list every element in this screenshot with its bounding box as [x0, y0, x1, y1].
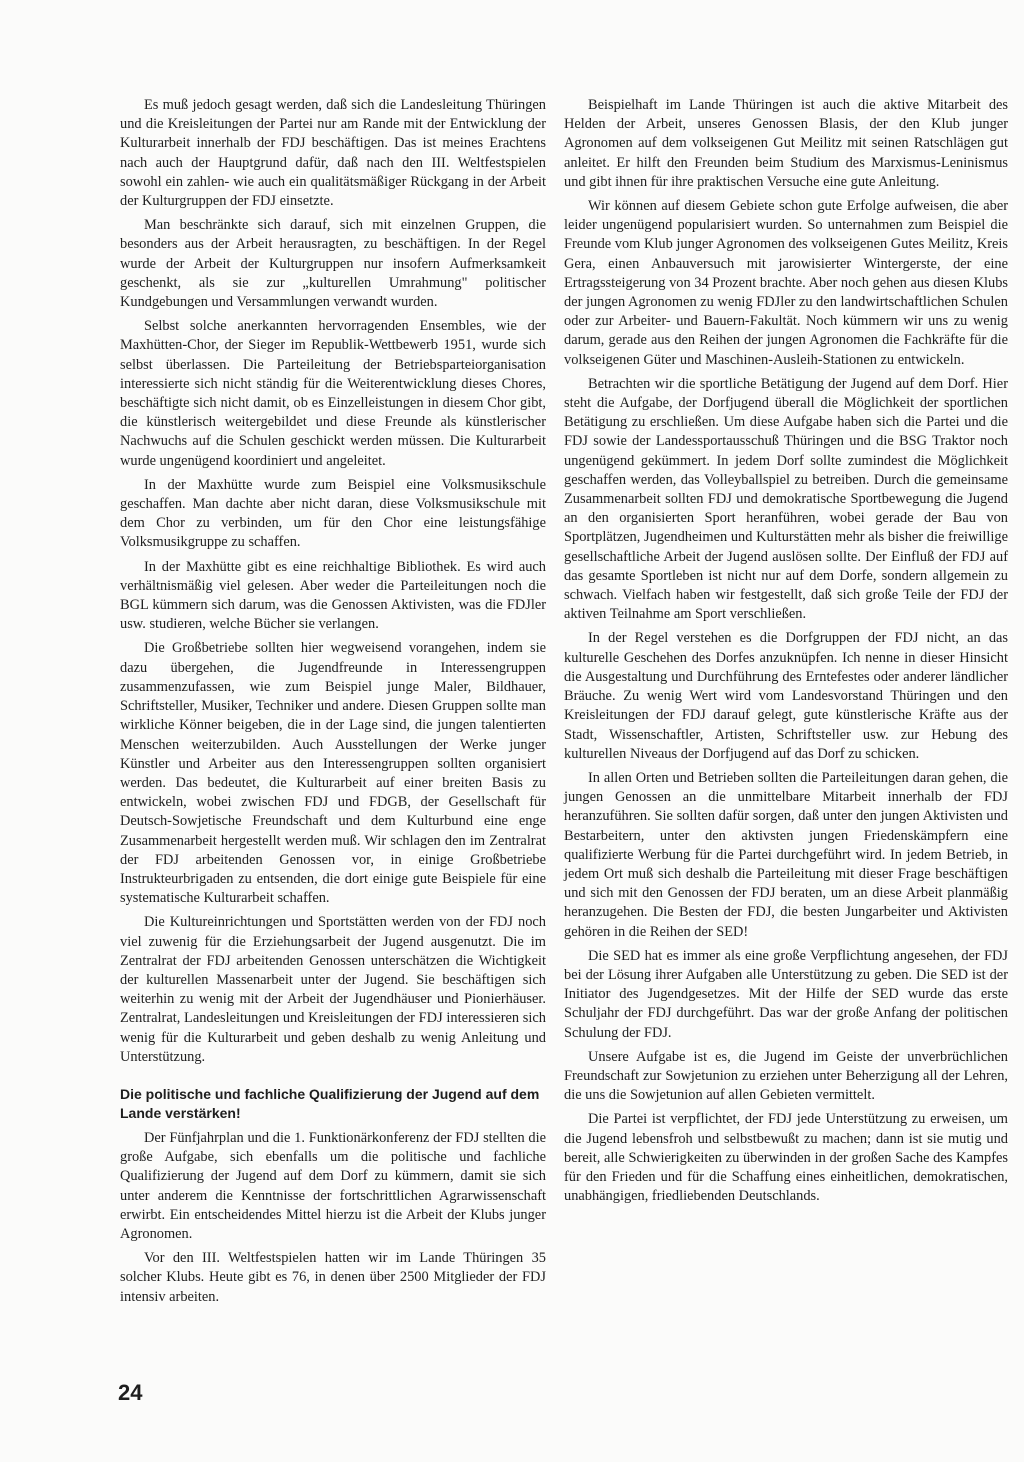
section-heading: Die politische und fachliche Qualifizierung der Jugend auf dem Lande verstärken!	[120, 1085, 540, 1121]
paragraph: In der Regel verstehen es die Dorfgruppen der FDJ nicht, an das kulturelle Geschehen des Dorfes anzuknüpfen. Ich nenne in dieser Hinsicht die Ausgestaltung und Durchführung des Erntefestes oder anderer ländlicher Bräuche. Zu wenig Wert wird vom Landesvorstand Thüringen und den Kreisleitungen der FDJ darauf gelegt, gute künstlerische Kräfte aus der Stadt, Wissenschaftler, Artisten, Schriftsteller usw. zur Hebung des kulturellen Niveaus der Dorfjugend auf das Dorf zu schicken.	[564, 630, 1008, 762]
paragraph: Der Fünfjahrplan und die 1. Funktionärkonferenz der FDJ stellten die große Aufgabe, sich ebenfalls um die politische und fachliche Qualifizierung der Jugend auf dem Dorf zu kümmern, damit sie sich unter anderem die Kenntnisse der fortschrittlichen Agrarwissenschaft erwirbt. Ein entscheidendes Mittel hierzu ist die Arbeit der Klubs junger Agronomen.	[120, 1129, 546, 1242]
paragraph: Es muß jedoch gesagt werden, daß sich die Landesleitung Thüringen und die Kreisleitungen der Partei nur am Rande mit der Entwicklung der Kulturarbeit innerhalb der FDJ beschäftigen. Das ist meines Erachtens nach auch der Hauptgrund dafür, daß nach den III. Weltfestspielen sowohl ein zahlen- wie auch ein qualitätsmäßiger Rückgang in der Arbeit der Kulturgruppen der FDJ einsetzte.	[120, 97, 546, 210]
paragraph: In der Maxhütte wurde zum Beispiel eine Volksmusikschule geschaffen. Man dachte aber nicht daran, diese Volksmusikschule mit dem Chor zu verbinden, um für den Chor eine leistungsfähige Volksmusikgruppe zu schaffen.	[120, 476, 546, 551]
paragraph: Beispielhaft im Lande Thüringen ist auch die aktive Mitarbeit des Helden der Arbeit, unseres Genossen Blasis, der den Klub junger Agronomen auf dem volkseigenen Gut Meilitz mit seinen Ratschlägen gut anleitet. Er hilft den Freunden beim Studium des Marxismus-Leninismus und gibt ihnen für ihre praktischen Versuche eine gute Anleitung.	[564, 97, 1008, 190]
paragraph: Die SED hat es immer als eine große Verpflichtung angesehen, der FDJ bei der Lösung ihrer Aufgaben alle Unterstützung zu geben. Die SED ist der Initiator des Jugendgesetzes. Mit der Hilfe der SED wurde das erste Schuljahr der FDJ durchgeführt. Das war der große Anfang der politischen Schulung der FDJ.	[564, 947, 1008, 1041]
paragraph: Wir können auf diesem Gebiete schon gute Erfolge aufweisen, die aber leider ungenügend popularisiert wurden. So unternahmen zum Beispiel die Freunde vom Klub junger Agronomen des volkseigenen Gutes Meilitz, Kreis Gera, einen Anbauversuch mit jarowisierter Wintergerste, der eine Ertragssteigerung von 34 Prozent brachte. Aber noch gehen aus diesen Klubs der jungen Agronomen zu wenig FDJler zu den landwirtschaftlichen Schulen oder zur Arbeiter- und Bauern-Fakultät. Noch kümmern wir uns zu wenig darum, gerade aus den Reihen der jungen Agronomen die Fachkräfte für die volkseigenen Güter und Maschinen-Ausleih-Stationen zu entwickeln.	[564, 198, 1008, 368]
paragraph: Die Partei ist verpflichtet, der FDJ jede Unterstützung zu erweisen, um die Jugend lebensfroh und selbstbewußt zu machen; dann ist sie mutig und bereit, alle Schwierigkeiten zu überwinden in der großen Sache des Kampfes für den Frieden und für die Schaffung eines einheitlichen, demokratischen, unabhängigen, friedliebenden Deutschlands.	[564, 1111, 1008, 1205]
paragraph: In allen Orten und Betrieben sollten die Parteileitungen daran gehen, die jungen Genossen an die unmittelbare Mitarbeit innerhalb der FDJ heranzuführen. Sie sollten dafür sorgen, daß unter den jungen Aktivisten und Bestarbeitern, unter den aktivsten jungen Friedenskämpfern eine qualifizierte Werbung für die Partei durchgeführt wird. In jedem Betrieb, in jedem Ort muß sich deshalb die Parteileitung mit dieser Frage beschäftigen und sich mit den Genossen der FDJ beraten, um an diese Arbeit planmäßig heranzugehen. Die Besten der FDJ, die besten Jungarbeiter und Aktivisten gehören in die Reihen der SED!	[564, 769, 1008, 940]
paragraph: Die Kultureinrichtungen und Sportstätten werden von der FDJ noch viel zuwenig für die Erziehungsarbeit der Jugend ausgenutzt. Die im Zentralrat der FDJ arbeitenden Genossen unterschätzen die Wichtigkeit der kulturellen Massenarbeit unter der Jugend. Sie beschäftigen sich weiterhin zu wenig mit der Arbeit der Jugendhäuser und Pionierhäuser. Zentralrat, Landesleitungen und Kreisleitungen der FDJ interessieren sich wenig für die Kulturarbeit und geben deshalb zu wenig Anleitung und Unterstützung.	[120, 914, 546, 1065]
page-number: 24	[118, 1380, 143, 1405]
paragraph: Vor den III. Weltfestspielen hatten wir im Lande Thüringen 35 solcher Klubs. Heute gibt es 76, in denen über 2500 Mitglieder der FDJ intensiv arbeiten.	[120, 1250, 546, 1305]
paragraph: Selbst solche anerkannten hervorragenden Ensembles, wie der Maxhütten-Chor, der Sieger im Republik-Wettbewerb 1951, wurde sich selbst überlassen. Die Parteileitung der Betriebsparteiorganisation interessierte sich nicht ständig für die Weiterentwicklung dieses Chores, beschäftigte sich nicht damit, ob es Einzelleistungen in diesem Chor gibt, die künstlerisch weitergebildet und diese Freunde als künstlerischer Nachwuchs auf die Schulen geschickt werden müssen. Die Kulturarbeit wurde ungenügend koordiniert und angeleitet.	[120, 318, 546, 469]
paragraph: Betrachten wir die sportliche Betätigung der Jugend auf dem Dorf. Hier steht die Aufgabe, der Dorfjugend überall die Möglichkeit der sportlichen Betätigung zu erschließen. Um diese Aufgabe haben sich die Partei und die FDJ sowie der Landessportausschuß Thüringen und die BSG Traktor noch ungenügend gekümmert. In jedem Dorf sollte zumindest die Möglichkeit geschaffen werden, das Volleyballspiel zu betreiben. Durch die gemeinsame Zusammenarbeit sollten FDJ und demokratische Sportbewegung die Jugend an den organisierten Sport heranführen, wobei gerade der Bau von Sportplätzen, Jugendheimen und Kulturstätten mehr als bisher die freiwillige gesellschaftliche Arbeit der Jugend auslösen sollte. Der Einfluß der FDJ auf das gesamte Sportleben ist nicht nur auf dem Dorfe, sondern allgemein zu schwach. Vielfach haben wir festgestellt, daß sich große Teile der FDJ der aktiven Teilnahme am Sport verschließen.	[564, 375, 1008, 623]
left-column	[120, 96, 546, 1312]
paragraph: In der Maxhütte gibt es eine reichhaltige Bibliothek. Es wird auch verhältnismäßig viel gelesen. Aber weder die Parteileitungen noch die BGL kümmern sich darum, was die Genossen Aktivisten, was die FDJler usw. studieren, welche Bücher sie verlangen.	[120, 558, 546, 633]
paragraph: Unsere Aufgabe ist es, die Jugend im Geiste der unverbrüchlichen Freundschaft zur Sowjetunion zu erziehen unter Beherzigung all der Lehren, die uns die Sowjetunion auf allen Gebieten vermittelt.	[564, 1048, 1008, 1104]
paragraph: Die Großbetriebe sollten hier wegweisend vorangehen, indem sie dazu übergehen, die Jugendfreunde in Interessengruppen zusammenzufassen, wie zum Beispiel junge Maler, Bildhauer, Schriftsteller, Musiker, Techniker und andere. Diesen Gruppen sollte man wirkliche Könner beigeben, die in der Lage sind, die jungen talentierten Menschen weiterzubilden. Auch Ausstellungen der Werke junger Künstler und Arbeiter aus den Interessengruppen sollten organisiert werden. Das bedeutet, die Kulturarbeit auf einer breiten Basis zu entwickeln, wobei zwischen FDJ und FDGB, der Gesellschaft für Deutsch-Sowjetische Freundschaft und dem Kulturbund eine enge Zusammenarbeit hergestellt werden muß. Wir schlagen den im Zentralrat der FDJ arbeitenden Genossen vor, in einige Großbetriebe Instrukteurbrigaden zu entsenden, die dort einige gute Beispiele für eine systematische Kulturarbeit schaffen.	[120, 640, 546, 907]
paragraph: Man beschränkte sich darauf, sich mit einzelnen Gruppen, die besonders aus der Arbeit herausragten, zu beschäftigen. In der Regel wurde der Arbeit der Kulturgruppen nur insofern Aufmerksamkeit geschenkt, als sie zur „kulturellen Umrahmung" politischer Kundgebungen und Versammlungen verwandt wurden.	[120, 217, 546, 311]
right-column	[564, 96, 1008, 1211]
